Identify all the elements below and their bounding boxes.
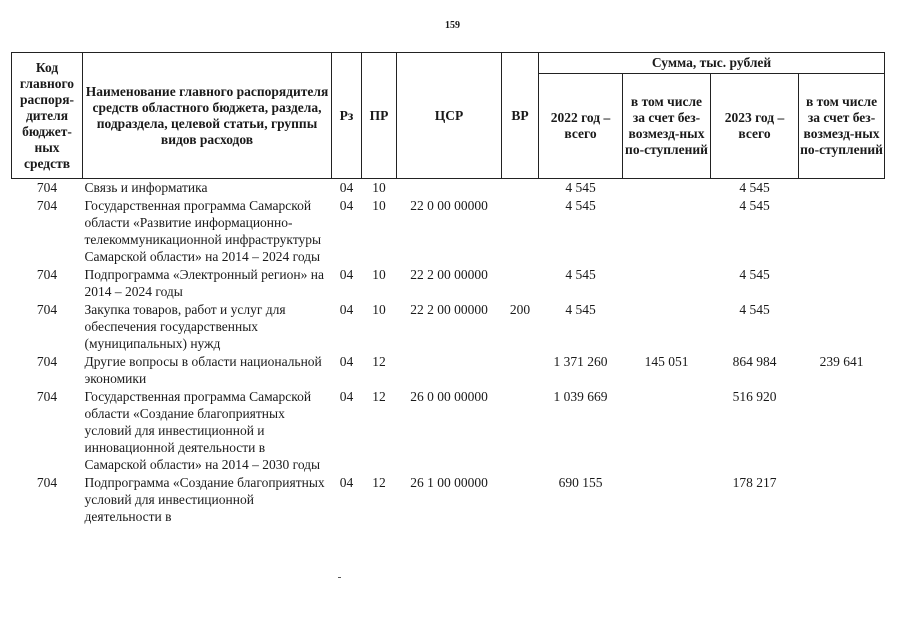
cell-rz: 04	[339, 302, 354, 317]
cell-csr: 26 0 00 00000	[410, 389, 488, 404]
cell-2022-total: 1 039 669	[553, 389, 608, 404]
cell-vr: 200	[509, 302, 531, 317]
cell-csr	[397, 353, 502, 388]
header-2022-total: 2022 год – всего	[539, 74, 623, 179]
cell-pr: 12	[372, 389, 386, 404]
header-sum-group: Сумма, тыс. рублей	[539, 53, 885, 74]
cell-vr	[502, 388, 539, 474]
cell-2022-total: 4 545	[565, 180, 596, 195]
cell-vr	[502, 353, 539, 388]
cell-vr	[502, 197, 539, 266]
cell-2023-free	[799, 388, 885, 474]
table-row	[12, 266, 885, 301]
cell-2022-free	[623, 266, 711, 301]
header-rz: Рз	[332, 53, 362, 179]
cell-name: Государственная программа Самарской области «Создание благоприятных условий для инвестиционной и инновационной деятельности в Самарской области» на 2014 – 2030 годы	[84, 389, 321, 472]
cell-rz: 04	[339, 475, 354, 490]
header-name: Наименование главного распорядителя средств областного бюджета, раздела, подраздела, целевой статьи, группы видов расходов	[83, 53, 332, 179]
page-number: 159	[445, 20, 460, 31]
table-row	[12, 474, 885, 526]
cell-pr: 12	[372, 475, 386, 490]
cell-vr	[502, 474, 539, 526]
cell-name: Закупка товаров, работ и услуг для обеспечения государственных (муниципальных) нужд	[84, 302, 286, 351]
cell-rz: 04	[339, 198, 354, 213]
cell-pr: 10	[372, 198, 386, 213]
cell-csr	[397, 179, 502, 198]
cell-2023-free	[799, 197, 885, 266]
cell-2023-free	[799, 179, 885, 198]
cell-vr	[502, 179, 539, 198]
header-csr: ЦСР	[397, 53, 502, 179]
table-row	[12, 197, 885, 266]
cell-2023-free	[799, 266, 885, 301]
cell-name: Подпрограмма «Создание благоприятных условий для инвестиционной деятельности в	[84, 475, 325, 524]
header-2022-free: в том числе за счет без-возмезд-ных по-ступлений	[623, 74, 711, 179]
cell-2022-free	[623, 388, 711, 474]
cell-2023-total: 4 545	[739, 302, 770, 317]
cell-name: Связь и информатика	[84, 180, 208, 195]
cell-2022-free	[623, 474, 711, 526]
cell-2022-total: 4 545	[565, 302, 596, 317]
cell-csr: 22 0 00 00000	[410, 198, 488, 213]
budget-table	[11, 52, 885, 526]
table-row	[12, 388, 885, 474]
cell-pr: 10	[372, 302, 386, 317]
header-2023-free: в том числе за счет без-возмезд-ных по-ступлений	[799, 74, 885, 179]
cell-pr: 10	[372, 180, 386, 195]
cell-name: Другие вопросы в области национальной экономики	[84, 354, 322, 386]
cell-2022-total: 4 545	[565, 198, 596, 213]
cell-2023-free	[799, 474, 885, 526]
header-vr: ВР	[502, 53, 539, 179]
cell-csr: 22 2 00 00000	[410, 267, 488, 282]
cell-pr: 12	[372, 354, 386, 369]
cell-2022-total: 1 371 260	[553, 354, 608, 369]
table-body	[12, 179, 885, 527]
cell-2022-total: 4 545	[565, 267, 596, 282]
table-row	[12, 353, 885, 388]
cell-code: 704	[36, 354, 58, 369]
cell-2023-free: 239 641	[819, 354, 864, 369]
cell-2023-total: 178 217	[732, 475, 777, 490]
cell-2023-total: 4 545	[739, 267, 770, 282]
cell-rz: 04	[339, 180, 354, 195]
cell-2022-free	[623, 301, 711, 353]
cell-2022-free: 145 051	[644, 354, 689, 369]
table-row	[12, 179, 885, 198]
cell-2023-total: 4 545	[739, 198, 770, 213]
cell-name: Государственная программа Самарской области «Развитие информационно-телекоммуникационной инфраструктуры Самарской области» на 2014 – 2024 годы	[84, 198, 322, 264]
cell-2022-free	[623, 179, 711, 198]
cell-csr: 22 2 00 00000	[410, 302, 488, 317]
header-pr: ПР	[362, 53, 397, 179]
cell-2022-total: 690 155	[558, 475, 603, 490]
table-row	[12, 301, 885, 353]
scan-speck	[338, 577, 341, 578]
cell-csr: 26 1 00 00000	[410, 475, 488, 490]
cell-2023-total: 864 984	[732, 354, 777, 369]
cell-rz: 04	[339, 389, 354, 404]
cell-2022-free	[623, 197, 711, 266]
cell-code: 704	[36, 267, 58, 282]
cell-vr	[502, 266, 539, 301]
cell-code: 704	[36, 180, 58, 195]
cell-code: 704	[36, 198, 58, 213]
cell-code: 704	[36, 389, 58, 404]
cell-2023-total: 516 920	[732, 389, 777, 404]
header-2023-total: 2023 год – всего	[711, 74, 799, 179]
cell-name: Подпрограмма «Электронный регион» на 2014 – 2024 годы	[84, 267, 324, 299]
cell-rz: 04	[339, 267, 354, 282]
cell-code: 704	[36, 302, 58, 317]
cell-2023-free	[799, 301, 885, 353]
cell-2023-total: 4 545	[739, 180, 770, 195]
cell-rz: 04	[339, 354, 354, 369]
header-code: Код главного распоря-дителя бюджет-ных средств	[12, 53, 83, 179]
cell-pr: 10	[372, 267, 386, 282]
table-header	[12, 53, 885, 179]
cell-code: 704	[36, 475, 58, 490]
